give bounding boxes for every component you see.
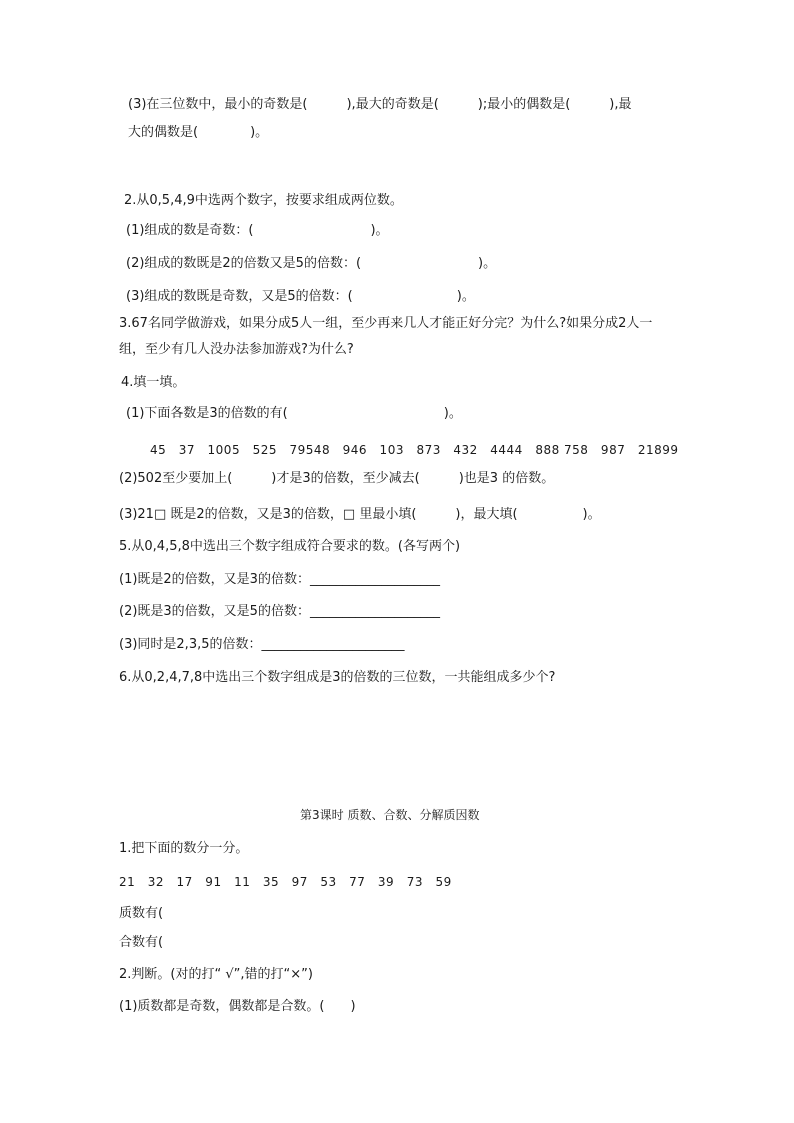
q4-number-list: 45 37 1005 525 79548 946 103 873 432 4444 888 758 987 21899 [150, 443, 679, 457]
composite-label: 合数有( [119, 935, 164, 950]
q2-stem: 2.从0,5,4,9中选两个数字，按要求组成两位数。 [124, 193, 403, 208]
q2-item-1: (1)组成的数是奇数：( )。 [126, 223, 389, 238]
lesson-title: 第3课时 质数、合数、分解质因数 [300, 808, 480, 822]
lesson-q2-item-1: (1)质数都是奇数，偶数都是合数。( ) [119, 999, 356, 1014]
q2-item-2: (2)组成的数既是2的倍数又是5的倍数：( )。 [126, 256, 497, 271]
q2-item-3: (3)组成的数既是奇数，又是5的倍数：( )。 [126, 289, 475, 304]
q4-item-3: (3)21□ 既是2的倍数，又是3的倍数，□ 里最小填( )，最大填( )。 [119, 507, 601, 522]
q5-item-2: (2)既是3的倍数，又是5的倍数：____________________ [119, 604, 440, 619]
q4-stem: 4.填一填。 [121, 375, 186, 390]
q3-min-max-line1: (3)在三位数中，最小的奇数是( ),最大的奇数是( );最小的偶数是( ),最 [128, 97, 632, 112]
q3-min-max-line2: 大的偶数是( )。 [128, 125, 269, 140]
prime-label: 质数有( [119, 906, 164, 921]
lesson-q1-number-list: 21 32 17 91 11 35 97 53 77 39 73 59 [119, 875, 452, 889]
lesson-q1-stem: 1.把下面的数分一分。 [119, 841, 249, 856]
q5-item-3: (3)同时是2,3,5的倍数：______________________ [119, 637, 405, 652]
q3-line1: 3.67名同学做游戏，如果分成5人一组，至少再来几人才能正好分完？为什么?如果分成2人一 [119, 316, 653, 331]
q6-text: 6.从0,2,4,7,8中选出三个数字组成是3的倍数的三位数，一共能组成多少个? [119, 670, 556, 685]
lesson-q2-stem: 2.判断。(对的打“ √”,错的打“×”) [119, 967, 313, 982]
q3-line2: 组，至少有几人没办法参加游戏?为什么? [119, 342, 354, 357]
q5-stem: 5.从0,4,5,8中选出三个数字组成符合要求的数。(各写两个) [119, 539, 461, 554]
q4-item-1: (1)下面各数是3的倍数的有( )。 [126, 406, 462, 421]
q4-item-2: (2)502至少要加上( )才是3的倍数，至少减去( )也是3 的倍数。 [119, 471, 555, 486]
q5-item-1: (1)既是2的倍数，又是3的倍数：____________________ [119, 572, 440, 587]
